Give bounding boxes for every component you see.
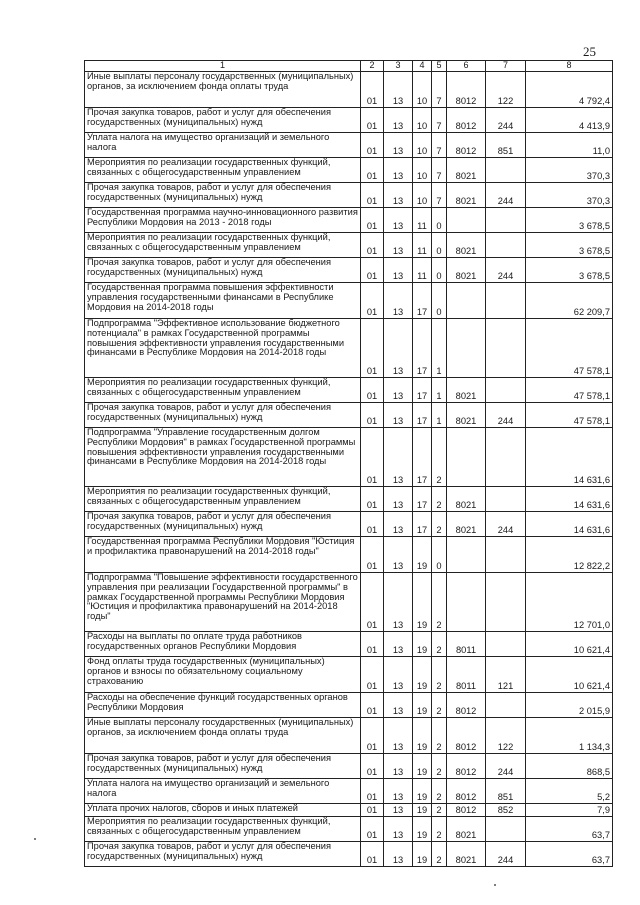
row-c8-cell: 4 792,4 xyxy=(526,71,613,107)
row-c7-cell xyxy=(486,232,526,257)
row-c4-cell: 19 xyxy=(413,717,432,753)
row-c5-cell: 7 xyxy=(432,71,447,107)
row-c6-cell: 8012 xyxy=(447,107,486,132)
row-c3-cell: 13 xyxy=(384,778,413,803)
row-c4-cell: 19 xyxy=(413,536,432,572)
row-c8-cell: 11,0 xyxy=(526,132,613,157)
row-c5-cell: 2 xyxy=(432,803,447,816)
table-row xyxy=(85,207,613,232)
table-row xyxy=(85,572,613,631)
row-c3-cell: 13 xyxy=(384,107,413,132)
row-c7-cell: 122 xyxy=(486,717,526,753)
row-c3-cell: 13 xyxy=(384,157,413,182)
row-c8-cell: 47 578,1 xyxy=(526,402,613,427)
row-name-cell: Расходы на выплаты по оплате труда работников государственных органов Республики Мордовия xyxy=(85,631,361,656)
row-c8-cell: 4 413,9 xyxy=(526,107,613,132)
row-c4-cell: 17 xyxy=(413,318,432,377)
row-c5-cell: 2 xyxy=(432,427,447,486)
row-c7-cell xyxy=(486,427,526,486)
row-c5-cell: 7 xyxy=(432,132,447,157)
row-c5-cell: 2 xyxy=(432,631,447,656)
row-c3-cell: 13 xyxy=(384,486,413,511)
row-c5-cell: 2 xyxy=(432,778,447,803)
row-c7-cell: 852 xyxy=(486,803,526,816)
table-row xyxy=(85,402,613,427)
column-header: 1 xyxy=(85,61,361,72)
row-c6-cell xyxy=(447,282,486,318)
row-c3-cell: 13 xyxy=(384,717,413,753)
row-c2-cell: 01 xyxy=(361,631,384,656)
row-c7-cell xyxy=(486,377,526,402)
row-c4-cell: 10 xyxy=(413,182,432,207)
table-row xyxy=(85,107,613,132)
row-c5-cell: 2 xyxy=(432,841,447,866)
row-c4-cell: 11 xyxy=(413,207,432,232)
row-c2-cell: 01 xyxy=(361,816,384,841)
row-c5-cell: 0 xyxy=(432,257,447,282)
row-c5-cell: 0 xyxy=(432,536,447,572)
scan-speck xyxy=(34,838,36,840)
row-c2-cell: 01 xyxy=(361,511,384,536)
row-c2-cell: 01 xyxy=(361,402,384,427)
column-header: 3 xyxy=(384,61,413,72)
row-c3-cell: 13 xyxy=(384,841,413,866)
row-c6-cell: 8012 xyxy=(447,778,486,803)
table-row xyxy=(85,132,613,157)
row-c5-cell: 1 xyxy=(432,377,447,402)
table-row xyxy=(85,656,613,692)
row-c3-cell: 13 xyxy=(384,132,413,157)
row-c2-cell: 01 xyxy=(361,656,384,692)
row-c8-cell: 370,3 xyxy=(526,182,613,207)
row-c5-cell: 2 xyxy=(432,656,447,692)
column-header: 7 xyxy=(486,61,526,72)
row-name-cell: Мероприятия по реализации государственных функций, связанных с общегосударственным управлением xyxy=(85,816,361,841)
row-c8-cell: 3 678,5 xyxy=(526,257,613,282)
table-row xyxy=(85,803,613,816)
row-c6-cell: 8012 xyxy=(447,803,486,816)
row-c4-cell: 10 xyxy=(413,132,432,157)
row-name-cell: Уплата прочих налогов, сборов и иных платежей xyxy=(85,803,361,816)
row-name-cell: Государственная программа Республики Мордовия "Юстиция и профилактика правонарушений на 2014-2018 годы" xyxy=(85,536,361,572)
row-c3-cell: 13 xyxy=(384,232,413,257)
row-c4-cell: 17 xyxy=(413,402,432,427)
page-number: 25 xyxy=(583,44,596,59)
table-row xyxy=(85,631,613,656)
row-name-cell: Мероприятия по реализации государственных функций, связанных с общегосударственным управлением xyxy=(85,157,361,182)
row-c7-cell xyxy=(486,207,526,232)
table-row xyxy=(85,282,613,318)
row-c6-cell: 8021 xyxy=(447,816,486,841)
table-row xyxy=(85,511,613,536)
table-row xyxy=(85,778,613,803)
row-c6-cell xyxy=(447,572,486,631)
budget-table xyxy=(84,60,613,867)
row-c8-cell: 1 134,3 xyxy=(526,717,613,753)
row-c6-cell: 8012 xyxy=(447,753,486,778)
row-c3-cell: 13 xyxy=(384,753,413,778)
row-c4-cell: 10 xyxy=(413,107,432,132)
row-c5-cell: 2 xyxy=(432,753,447,778)
table-row xyxy=(85,816,613,841)
scan-speck xyxy=(494,884,496,886)
row-c3-cell: 13 xyxy=(384,511,413,536)
table-row xyxy=(85,692,613,717)
row-c7-cell xyxy=(486,572,526,631)
row-c6-cell: 8011 xyxy=(447,631,486,656)
row-c2-cell: 01 xyxy=(361,107,384,132)
table-row xyxy=(85,841,613,866)
row-c8-cell: 14 631,6 xyxy=(526,427,613,486)
row-c7-cell: 122 xyxy=(486,71,526,107)
row-c5-cell: 2 xyxy=(432,692,447,717)
row-c3-cell: 13 xyxy=(384,656,413,692)
row-c4-cell: 17 xyxy=(413,377,432,402)
row-c7-cell: 244 xyxy=(486,511,526,536)
row-c3-cell: 13 xyxy=(384,257,413,282)
row-c3-cell: 13 xyxy=(384,402,413,427)
row-c5-cell: 2 xyxy=(432,816,447,841)
row-name-cell: Уплата налога на имущество организаций и земельного налога xyxy=(85,778,361,803)
row-c7-cell xyxy=(486,486,526,511)
row-c6-cell: 8012 xyxy=(447,717,486,753)
row-c7-cell: 244 xyxy=(486,182,526,207)
row-name-cell: Государственная программа научно-инновационного развития Республики Мордовия на 2013 - 2018 годы xyxy=(85,207,361,232)
row-c3-cell: 13 xyxy=(384,377,413,402)
row-c3-cell: 13 xyxy=(384,816,413,841)
row-c2-cell: 01 xyxy=(361,753,384,778)
row-c2-cell: 01 xyxy=(361,182,384,207)
row-c6-cell: 8012 xyxy=(447,132,486,157)
row-c3-cell: 13 xyxy=(384,207,413,232)
table-row xyxy=(85,257,613,282)
row-c2-cell: 01 xyxy=(361,207,384,232)
row-c2-cell: 01 xyxy=(361,717,384,753)
row-c7-cell: 244 xyxy=(486,841,526,866)
row-c5-cell: 2 xyxy=(432,486,447,511)
row-c6-cell: 8012 xyxy=(447,71,486,107)
row-c6-cell: 8012 xyxy=(447,692,486,717)
table-body xyxy=(85,71,613,866)
table-row xyxy=(85,717,613,753)
row-c7-cell: 244 xyxy=(486,257,526,282)
row-c3-cell: 13 xyxy=(384,631,413,656)
row-c8-cell: 62 209,7 xyxy=(526,282,613,318)
row-c2-cell: 01 xyxy=(361,232,384,257)
column-header: 2 xyxy=(361,61,384,72)
table-header-row xyxy=(85,61,613,72)
row-c2-cell: 01 xyxy=(361,536,384,572)
row-c5-cell: 1 xyxy=(432,402,447,427)
row-c4-cell: 11 xyxy=(413,232,432,257)
row-name-cell: Иные выплаты персоналу государственных (муниципальных) органов, за исключением фонда оплаты труда xyxy=(85,71,361,107)
column-header: 5 xyxy=(432,61,447,72)
row-c8-cell: 5,2 xyxy=(526,778,613,803)
row-c2-cell: 01 xyxy=(361,377,384,402)
row-c4-cell: 19 xyxy=(413,572,432,631)
row-name-cell: Прочая закупка товаров, работ и услуг для обеспечения государственных (муниципальных) нужд xyxy=(85,753,361,778)
row-name-cell: Прочая закупка товаров, работ и услуг для обеспечения государственных (муниципальных) нужд xyxy=(85,257,361,282)
row-c2-cell: 01 xyxy=(361,427,384,486)
row-c6-cell: 8021 xyxy=(447,257,486,282)
column-header: 6 xyxy=(447,61,486,72)
row-c4-cell: 19 xyxy=(413,841,432,866)
row-c7-cell xyxy=(486,692,526,717)
row-c5-cell: 1 xyxy=(432,318,447,377)
row-c4-cell: 19 xyxy=(413,631,432,656)
table-row xyxy=(85,377,613,402)
row-c6-cell xyxy=(447,318,486,377)
row-c2-cell: 01 xyxy=(361,132,384,157)
row-c8-cell: 63,7 xyxy=(526,816,613,841)
row-c4-cell: 17 xyxy=(413,511,432,536)
column-header: 8 xyxy=(526,61,613,72)
row-name-cell: Прочая закупка товаров, работ и услуг для обеспечения государственных (муниципальных) нужд xyxy=(85,841,361,866)
column-header: 4 xyxy=(413,61,432,72)
row-name-cell: Прочая закупка товаров, работ и услуг для обеспечения государственных (муниципальных) нужд xyxy=(85,511,361,536)
row-c6-cell: 8021 xyxy=(447,402,486,427)
row-c4-cell: 10 xyxy=(413,157,432,182)
row-c8-cell: 10 621,4 xyxy=(526,656,613,692)
row-c6-cell: 8021 xyxy=(447,157,486,182)
table-row xyxy=(85,232,613,257)
row-c4-cell: 11 xyxy=(413,257,432,282)
row-c8-cell: 10 621,4 xyxy=(526,631,613,656)
row-c5-cell: 2 xyxy=(432,511,447,536)
table-row xyxy=(85,157,613,182)
row-c5-cell: 7 xyxy=(432,182,447,207)
row-name-cell: Подпрограмма "Повышение эффективности государственного управления при реализации Государственной программы" в рамках Государственной программы Республики Мордовия "Юстиция и профилактика правонарушений на 2014-2018 годы" xyxy=(85,572,361,631)
row-c5-cell: 0 xyxy=(432,232,447,257)
row-c8-cell: 14 631,6 xyxy=(526,511,613,536)
row-c2-cell: 01 xyxy=(361,692,384,717)
row-c6-cell: 8021 xyxy=(447,377,486,402)
row-c3-cell: 13 xyxy=(384,71,413,107)
row-c6-cell xyxy=(447,427,486,486)
row-c7-cell xyxy=(486,318,526,377)
row-c7-cell: 851 xyxy=(486,132,526,157)
row-name-cell: Подпрограмма "Эффективное использование бюджетного потенциала" в рамках Государственной программы повышения эффективности управления государственными финансами в Республике Мордовия на 2014-2018 годы xyxy=(85,318,361,377)
row-c7-cell: 244 xyxy=(486,107,526,132)
row-c2-cell: 01 xyxy=(361,318,384,377)
row-name-cell: Прочая закупка товаров, работ и услуг для обеспечения государственных (муниципальных) нужд xyxy=(85,182,361,207)
table-row xyxy=(85,753,613,778)
row-c8-cell: 3 678,5 xyxy=(526,232,613,257)
row-c3-cell: 13 xyxy=(384,572,413,631)
row-c7-cell xyxy=(486,157,526,182)
row-c2-cell: 01 xyxy=(361,486,384,511)
table-row xyxy=(85,318,613,377)
row-name-cell: Иные выплаты персоналу государственных (муниципальных) органов, за исключением фонда оплаты труда xyxy=(85,717,361,753)
row-c5-cell: 2 xyxy=(432,717,447,753)
row-c7-cell xyxy=(486,816,526,841)
row-c6-cell: 8021 xyxy=(447,486,486,511)
row-name-cell: Подпрограмма "Управление государственным долгом Республики Мордовия" в рамках Государственной программы повышения эффективности управления государственными финансами в Республике Мордовия на 2014-2018 годы xyxy=(85,427,361,486)
row-c3-cell: 13 xyxy=(384,282,413,318)
row-c5-cell: 2 xyxy=(432,572,447,631)
row-c5-cell: 7 xyxy=(432,157,447,182)
row-c3-cell: 13 xyxy=(384,803,413,816)
row-c8-cell: 12 701,0 xyxy=(526,572,613,631)
row-name-cell: Расходы на обеспечение функций государственных органов Республики Мордовия xyxy=(85,692,361,717)
row-c4-cell: 19 xyxy=(413,692,432,717)
row-c8-cell: 370,3 xyxy=(526,157,613,182)
row-c4-cell: 17 xyxy=(413,282,432,318)
row-c8-cell: 12 822,2 xyxy=(526,536,613,572)
row-c6-cell: 8021 xyxy=(447,511,486,536)
row-c7-cell xyxy=(486,631,526,656)
row-c8-cell: 47 578,1 xyxy=(526,318,613,377)
row-c2-cell: 01 xyxy=(361,71,384,107)
row-c8-cell: 14 631,6 xyxy=(526,486,613,511)
row-c8-cell: 2 015,9 xyxy=(526,692,613,717)
row-c4-cell: 19 xyxy=(413,778,432,803)
row-c5-cell: 0 xyxy=(432,282,447,318)
row-c4-cell: 10 xyxy=(413,71,432,107)
row-c6-cell: 8021 xyxy=(447,841,486,866)
row-c2-cell: 01 xyxy=(361,257,384,282)
table-row xyxy=(85,536,613,572)
row-name-cell: Государственная программа повышения эффективности управления государственными финансами в Республике Мордовия на 2014-2018 годы xyxy=(85,282,361,318)
table-row xyxy=(85,71,613,107)
row-c3-cell: 13 xyxy=(384,536,413,572)
row-c4-cell: 19 xyxy=(413,803,432,816)
row-c5-cell: 0 xyxy=(432,207,447,232)
row-name-cell: Прочая закупка товаров, работ и услуг для обеспечения государственных (муниципальных) нужд xyxy=(85,107,361,132)
table-row xyxy=(85,427,613,486)
row-c6-cell xyxy=(447,207,486,232)
row-c3-cell: 13 xyxy=(384,182,413,207)
row-name-cell: Уплата налога на имущество организаций и земельного налога xyxy=(85,132,361,157)
row-c2-cell: 01 xyxy=(361,841,384,866)
row-c6-cell: 8021 xyxy=(447,232,486,257)
row-name-cell: Мероприятия по реализации государственных функций, связанных с общегосударственным управлением xyxy=(85,232,361,257)
row-c4-cell: 17 xyxy=(413,486,432,511)
row-c3-cell: 13 xyxy=(384,318,413,377)
row-c2-cell: 01 xyxy=(361,282,384,318)
row-c3-cell: 13 xyxy=(384,692,413,717)
row-c8-cell: 3 678,5 xyxy=(526,207,613,232)
row-c8-cell: 47 578,1 xyxy=(526,377,613,402)
row-c6-cell: 8011 xyxy=(447,656,486,692)
row-c7-cell xyxy=(486,536,526,572)
row-c8-cell: 7,9 xyxy=(526,803,613,816)
row-name-cell: Мероприятия по реализации государственных функций, связанных с общегосударственным управлением xyxy=(85,377,361,402)
row-c6-cell: 8021 xyxy=(447,182,486,207)
row-c2-cell: 01 xyxy=(361,572,384,631)
row-c8-cell: 63,7 xyxy=(526,841,613,866)
row-c7-cell xyxy=(486,282,526,318)
row-c2-cell: 01 xyxy=(361,157,384,182)
row-c7-cell: 851 xyxy=(486,778,526,803)
row-name-cell: Прочая закупка товаров, работ и услуг для обеспечения государственных (муниципальных) нужд xyxy=(85,402,361,427)
row-c7-cell: 244 xyxy=(486,402,526,427)
row-c4-cell: 19 xyxy=(413,656,432,692)
row-c4-cell: 19 xyxy=(413,753,432,778)
row-c5-cell: 7 xyxy=(432,107,447,132)
row-c4-cell: 19 xyxy=(413,816,432,841)
table-row xyxy=(85,182,613,207)
row-c7-cell: 121 xyxy=(486,656,526,692)
row-c4-cell: 17 xyxy=(413,427,432,486)
row-c7-cell: 244 xyxy=(486,753,526,778)
row-name-cell: Мероприятия по реализации государственных функций, связанных с общегосударственным управлением xyxy=(85,486,361,511)
row-c2-cell: 01 xyxy=(361,803,384,816)
row-c2-cell: 01 xyxy=(361,778,384,803)
row-c6-cell xyxy=(447,536,486,572)
row-name-cell: Фонд оплаты труда государственных (муниципальных) органов и взносы по обязательному социальному страхованию xyxy=(85,656,361,692)
row-c8-cell: 868,5 xyxy=(526,753,613,778)
table-row xyxy=(85,486,613,511)
row-c3-cell: 13 xyxy=(384,427,413,486)
